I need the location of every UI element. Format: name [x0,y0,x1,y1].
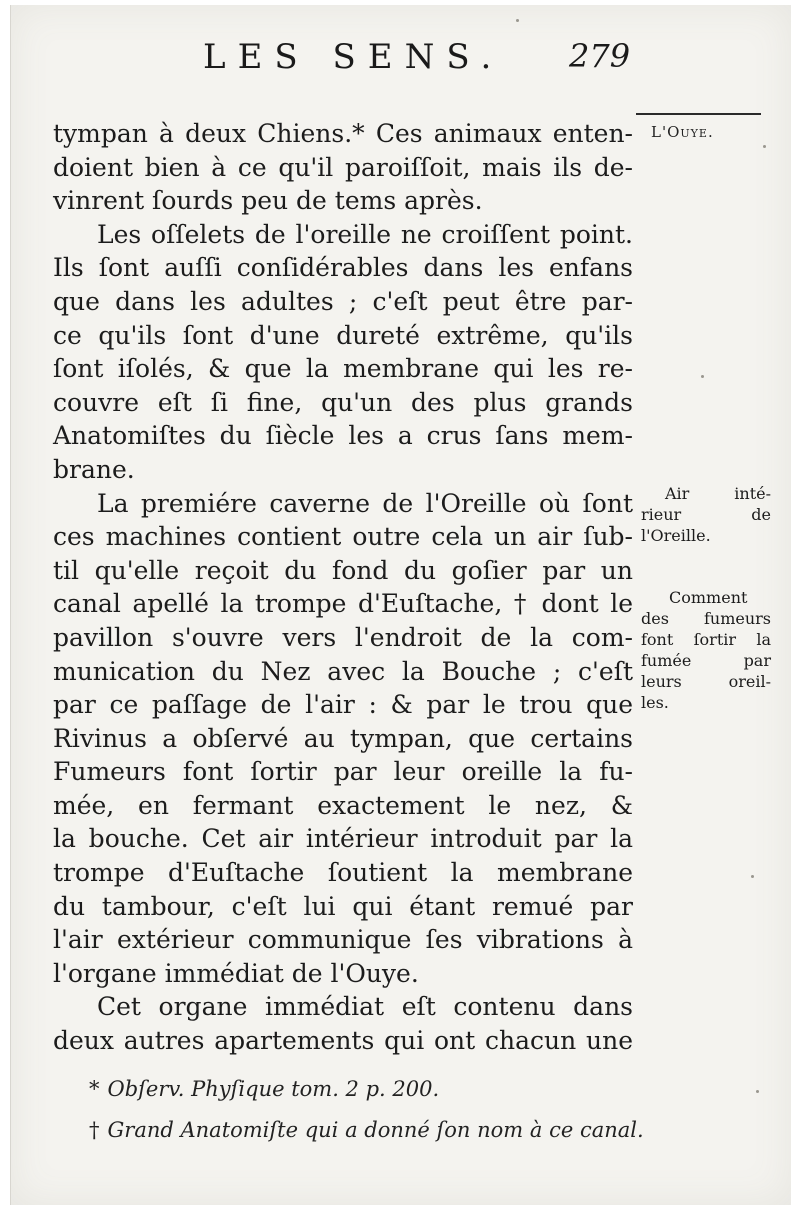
footnote-anatomiste [89,1118,649,1142]
margin-note-fumeurs [641,587,771,713]
running-title: LES SENS. [203,37,504,77]
text-line: du tambour, c'eſt lui qui étant remué par [53,891,633,921]
text-line: que dans les adultes ; c'eſt peut être par- [53,286,633,316]
footnote-observ [89,1077,649,1101]
margin-note-line: rieur de [641,505,771,524]
margin-note-line: Comment [669,588,748,607]
text-line: Anatomiſtes du ſiècle les a crus ſans mem- [53,421,633,451]
margin-note-line: fumée par [641,651,771,670]
margin-note-line: font ſortir la [641,630,771,649]
page-header [11,35,631,85]
text-line: pavillon s'ouvre vers l'endroit de la com- [53,622,633,652]
text-line: tympan à deux Chiens.* Ces animaux enten- [53,119,633,148]
text-line: munication du Nez avec la Bouche ; c'eſt [53,656,633,686]
paper-speck [516,19,519,22]
text-line: la bouche. Cet air intérieur introduit par la [53,824,633,854]
text-line: Les oſſelets de l'oreille ne croiſſent point. [97,219,633,249]
text-line: mée, en fermant exactement le nez, & [53,790,633,820]
text-line: couvre eſt ſi fine, qu'un des plus grands [53,387,633,417]
text-line: Rivinus a obſervé au tympan, que certains [53,723,633,753]
text-line: ce qu'ils ſont d'une dureté extrême, qu'ils [53,320,633,350]
book-page [10,5,791,1205]
text-line: ſont iſolés, & que la membrane qui les re- [53,354,633,384]
text-line: brane. [53,454,135,484]
margin-heading: L'Ouye. [651,123,714,141]
page-number: 279 [569,37,631,75]
text-line: vinrent ſourds peu de tems après. [53,186,483,216]
footnote-text: Grand Anatomiſte qui a donné ſon nom à ce canal. [107,1118,644,1142]
text-line: Ils ſont auſſi conſidérables dans les enfans [53,253,633,283]
footnote-text: Obſerv. Phyſique tom. 2 p. 200. [107,1077,440,1101]
margin-note-line: les. [641,693,669,712]
paper-speck [701,375,704,378]
text-line: doient bien à ce qu'il paroiſſoit, mais ils de- [53,152,633,182]
text-line: Cet organe immédiat eſt contenu dans [97,992,633,1022]
text-line: l'organe immédiat de l'Ouye. [53,958,419,988]
text-line: til qu'elle reçoit du fond du goſier par un [53,555,633,585]
text-line: par ce paſſage de l'air : & par le trou que [53,690,633,720]
footnote-mark: † [89,1118,100,1142]
margin-note-line: Air inté- [665,484,771,503]
paper-speck [763,145,766,148]
text-line: La premiére caverne de l'Oreille où ſont [97,488,633,518]
paper-speck [756,1090,759,1093]
text-line: trompe d'Euſtache ſoutient la membrane [53,858,633,888]
body-text [53,117,633,1058]
margin-note-line: des fumeurs [641,609,771,628]
text-line: l'air extérieur communique ſes vibrations à [53,925,633,955]
text-line: Fumeurs font ſortir par leur oreille la fu- [53,757,633,787]
margin-note-air-interieur [641,483,771,546]
margin-note-line: leurs oreil- [641,672,771,691]
margin-rule [636,113,761,115]
text-line: deux autres apartements qui ont chacun une [53,1026,633,1056]
margin-note-line: l'Oreille. [641,526,711,545]
footnote-mark: * [89,1077,100,1101]
paper-speck [751,875,754,878]
text-line: ces machines contient outre cela un air ſub- [53,522,633,552]
text-line: canal apellé la trompe d'Euſtache, † dont le [53,589,633,619]
